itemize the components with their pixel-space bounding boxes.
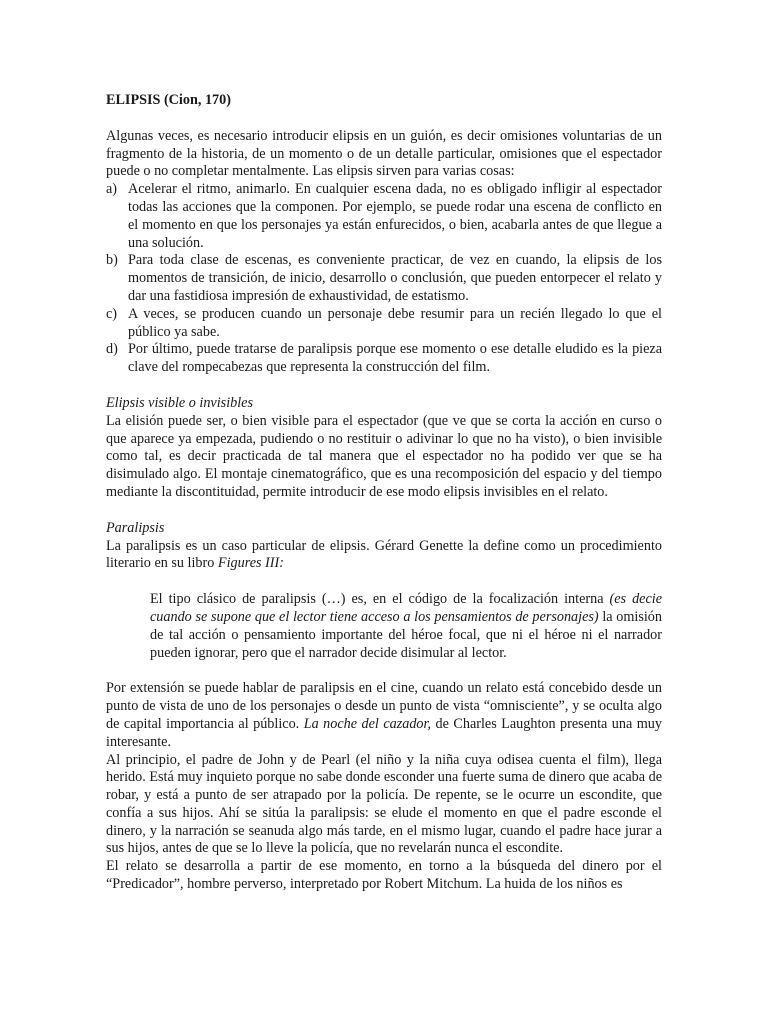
list-item-text: Por último, puede tratarse de paralipsis porque ese momento o ese detalle eludido es la pieza clave del rompecabezas que representa la construcción del film. [128, 341, 662, 376]
block-quote [150, 591, 662, 662]
list-marker: d) [106, 341, 118, 358]
paragraph-principio: Al principio, el padre de John y de Pearl (el niño y la niña cuya odisea cuenta el film), llega herido. Está muy inquieto porque no sabe donde esconder una fuerte suma de dinero que acaba de robar, y está a punto de ser atrapado por la policía. De repente, se le ocurre un escondite, que confía a sus hijos. Ahí se sitúa la paralipsis: se elude el momento en que el padre esconde el dinero, y la narración se seanuda algo más tarde, en el mismo lugar, cuando el padre hace jurar a sus hijos, antes de que se lo lleve la policía, que no revelarán nunca el escondite. [106, 751, 662, 857]
section-heading-paralipsis: Paralipsis [106, 519, 165, 536]
film-title: La noche del cazador, [303, 715, 432, 732]
list-item-text: Acelerar el ritmo, animarlo. En cualquier escena dada, no es obligado infligir al espectador todas las acciones que la componen. Por ejemplo, se puede rodar una escena de conflicto en el momento en que los personajes ya están enfurecidos, o bien, acabarla antes de que llegue a una solución. [128, 181, 662, 251]
paragraph-extension [106, 680, 662, 751]
list-item [106, 306, 662, 342]
paragraph-text: Por extensión se puede hablar de paralipsis en el cine, cuando un relato está concebido desde un punto de vista de uno de los personajes o desde un punto de vista “omnisciente”, y se oculta algo de capital importancia al público. [106, 680, 662, 732]
paragraph-text: de Charles Laughton presenta una muy interesante. [106, 715, 662, 750]
list-marker: b) [106, 252, 118, 269]
quote-text-end: la omisión de tal acción o pensamiento importante del héroe focal, que ni el héroe ni el narrador pueden ignorar, pero que el narrador decide disimular al lector. [150, 608, 662, 661]
paragraph-relato: El relato se desarrolla a partir de ese momento, en torno a la búsqueda del dinero por el “Predicador”, hombre perverso, interpretado por Robert Mitchum. La huida de los niños es [106, 858, 662, 893]
list-item-text: A veces, se producen cuando un personaje debe resumir para un recién llegado lo que el público ya sabe. [128, 305, 662, 340]
document-title: ELIPSIS (Cion, 170) [106, 92, 231, 108]
section-heading-elipsis-visible: Elipsis visible o invisibles [106, 394, 253, 411]
paralipsis-text: La paralipsis es un caso particular de elipsis. Gérard Genette la define como un procedimiento literario en su libro [106, 537, 662, 572]
list-marker: a) [106, 181, 118, 198]
list-item [106, 341, 662, 377]
section-paragraph-paralipsis [106, 538, 662, 574]
section-paragraph-elipsis-visible: La elisión puede ser, o bien visible para el espectador (que ve que se corta la acción en curso o que aparece ya empezada, pudiendo o no restituir o adivinar lo que no ha visto), o bien invisible como tal, es decir practicada de tal manera que el espectador no ha podido ver que se ha disimulado algo. El montaje cinematográfico, que es una recomposición del espacio y del tiempo mediante la discontituidad, permite introducir de ese modo elipsis invisibles en el relato. [106, 412, 662, 500]
quote-italic-aside: (es decie cuando se supone que el lector tiene acceso a los pensamientos de personajes) [150, 591, 662, 625]
list-item [106, 181, 662, 252]
purpose-list [106, 181, 662, 377]
quote-text-start: El tipo clásico de paralipsis (…) es, en el código de la focalización interna [150, 591, 610, 608]
list-item [106, 252, 662, 305]
list-item-text: Para toda clase de escenas, es conveniente practicar, de vez en cuando, la elipsis de los momentos de transición, de inicio, desarrollo o conclusión, que pueden entorpecer el relato y dar una fastidiosa impresión de exhaustividad, de estatismo. [128, 252, 662, 304]
intro-paragraph: Algunas veces, es necesario introducir elipsis en un guión, es decir omisiones voluntarias de un fragmento de la historia, de un momento o de un detalle particular, omisiones que el espectador puede o no completar mentalmente. Las elipsis sirven para varias cosas: [106, 127, 662, 180]
book-title: Figures III: [217, 555, 284, 572]
list-marker: c) [106, 305, 118, 322]
